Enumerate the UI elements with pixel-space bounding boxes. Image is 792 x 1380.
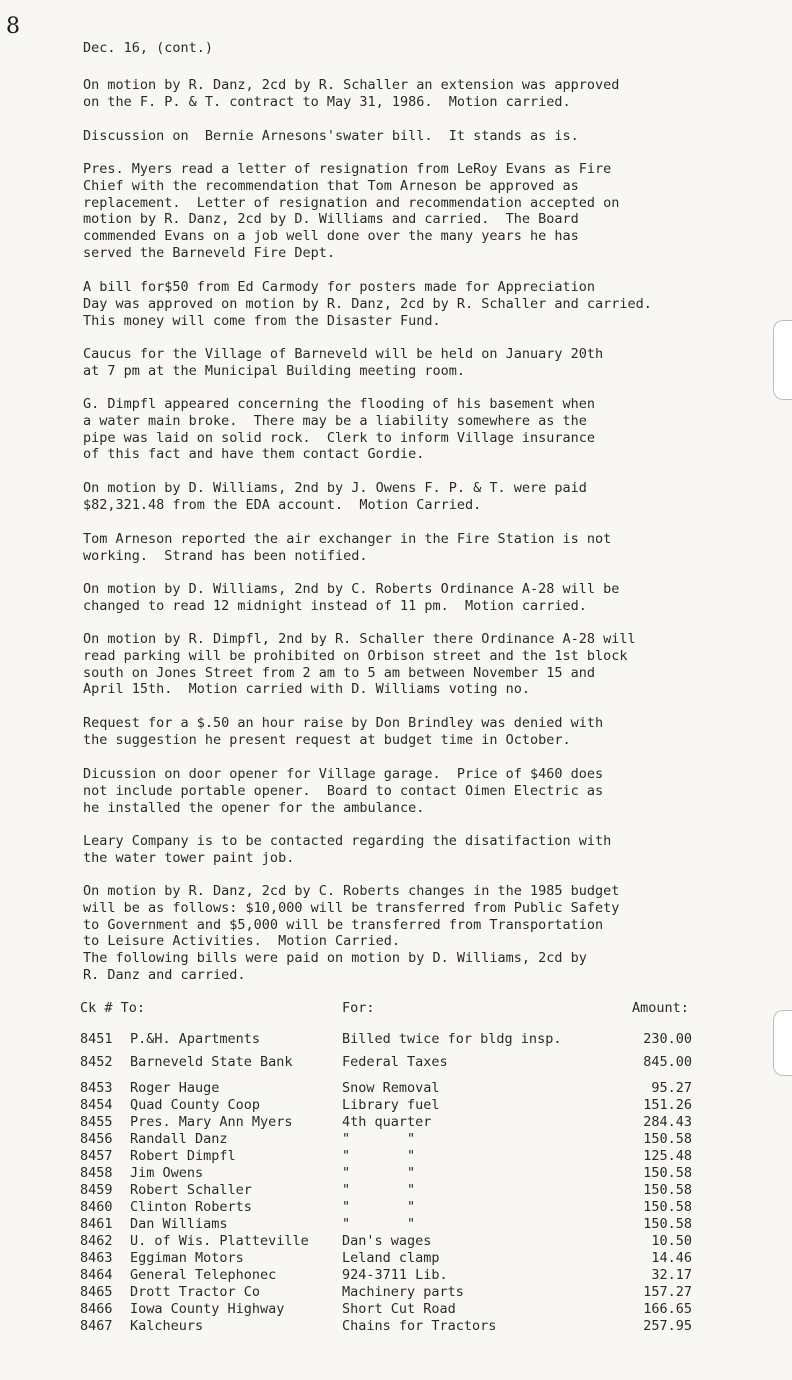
bill-purpose: Chains for Tractors <box>342 1318 497 1334</box>
bill-purpose: Snow Removal <box>342 1080 440 1096</box>
bill-purpose: " " <box>342 1182 416 1198</box>
payee: Quad County Coop <box>130 1097 261 1113</box>
table-row <box>80 1250 780 1267</box>
payee: Pres. Mary Ann Myers <box>130 1114 293 1130</box>
check-number: 8467 <box>80 1318 113 1334</box>
table-row <box>80 1301 780 1318</box>
bill-purpose: " " <box>342 1216 416 1232</box>
table-row <box>80 1318 780 1335</box>
payee: Robert Schaller <box>130 1182 252 1198</box>
bill-purpose: " " <box>342 1148 416 1164</box>
payee: Eggiman Motors <box>130 1250 244 1266</box>
bill-purpose: " " <box>342 1131 416 1147</box>
payee: Randall Danz <box>130 1131 228 1147</box>
bill-purpose: Dan's wages <box>342 1233 432 1249</box>
check-number: 8460 <box>80 1199 113 1215</box>
paragraph-ordinance-parking: On motion by R. Dimpfl, 2nd by R. Schaller there Ordinance A-28 will read parking will be prohibited on Orbison street and the 1st block south on Jones Street from 2 am to 5 am between November 15 and April 15th. Motion carried with D. Williams voting no. <box>83 631 636 698</box>
table-row <box>80 1182 780 1199</box>
bill-amount: 166.65 <box>643 1301 692 1317</box>
column-header-for: For: <box>342 1000 375 1016</box>
bill-purpose: Machinery parts <box>342 1284 464 1300</box>
table-row <box>80 1267 780 1284</box>
bill-amount: 150.58 <box>643 1165 692 1181</box>
payee: Kalcheurs <box>130 1318 204 1334</box>
check-number: 8465 <box>80 1284 113 1300</box>
payee: Clinton Roberts <box>130 1199 252 1215</box>
check-number: 8466 <box>80 1301 113 1317</box>
bill-amount: 150.58 <box>643 1182 692 1198</box>
bill-amount: 257.95 <box>643 1318 692 1334</box>
paragraph-posters-bill: A bill for$50 from Ed Carmody for posters made for Appreciation Day was approved on motion by R. Danz, 2cd by R. Schaller and carried. This money will come from the Disaster Fund. <box>83 279 652 329</box>
bill-purpose: 924-3711 Lib. <box>342 1267 448 1283</box>
paragraph-extension: On motion by R. Danz, 2cd by R. Schaller an extension was approved on the F. P. & T. contract to May 31, 1986. Motion carried. <box>83 77 620 110</box>
paragraph-water-bill: Discussion on Bernie Arnesons'swater bill. It stands as is. <box>83 128 579 144</box>
check-number: 8455 <box>80 1114 113 1130</box>
bill-amount: 157.27 <box>643 1284 692 1300</box>
table-row <box>80 1114 780 1131</box>
payee: Iowa County Highway <box>130 1301 285 1317</box>
bill-amount: 10.50 <box>651 1233 692 1249</box>
paragraph-water-tower: Leary Company is to be contacted regarding the disatifaction with the water tower paint job. <box>83 833 612 866</box>
check-number: 8463 <box>80 1250 113 1266</box>
check-number: 8451 <box>80 1031 113 1047</box>
bill-amount: 230.00 <box>643 1031 692 1047</box>
payee: Roger Hauge <box>130 1080 220 1096</box>
table-row <box>80 1131 780 1148</box>
bill-purpose: Federal Taxes <box>342 1054 448 1070</box>
paragraph-door-opener: Dicussion on door opener for Village garage. Price of $460 does not include portable opener. Board to contact Oimen Electric as he installed the opener for the ambulance. <box>83 766 604 816</box>
bill-purpose: 4th quarter <box>342 1114 432 1130</box>
table-row <box>80 1165 780 1182</box>
bill-amount: 284.43 <box>643 1114 692 1130</box>
payee: Jim Owens <box>130 1165 204 1181</box>
payee: General Telephonec <box>130 1267 277 1283</box>
table-row <box>80 1097 780 1114</box>
payee: Barneveld State Bank <box>130 1054 293 1070</box>
bill-purpose: Library fuel <box>342 1097 440 1113</box>
bill-purpose: Leland clamp <box>342 1250 440 1266</box>
bill-purpose: " " <box>342 1165 416 1181</box>
binder-clip-mark <box>773 1010 792 1076</box>
check-number: 8454 <box>80 1097 113 1113</box>
check-number: 8457 <box>80 1148 113 1164</box>
check-number: 8453 <box>80 1080 113 1096</box>
bill-amount: 151.26 <box>643 1097 692 1113</box>
check-number: 8461 <box>80 1216 113 1232</box>
page-header: Dec. 16, (cont.) <box>83 40 214 56</box>
payee: Robert Dimpfl <box>130 1148 236 1164</box>
bill-amount: 150.58 <box>643 1199 692 1215</box>
check-number: 8458 <box>80 1165 113 1181</box>
table-row <box>80 1080 780 1097</box>
bill-amount: 150.58 <box>643 1131 692 1147</box>
bill-purpose: Billed twice for bldg insp. <box>342 1031 562 1047</box>
check-number: 8452 <box>80 1054 113 1070</box>
paragraph-raise-request: Request for a $.50 an hour raise by Don Brindley was denied with the suggestion he present request at budget time in October. <box>83 715 604 748</box>
check-number: 8464 <box>80 1267 113 1283</box>
payee: P.&H. Apartments <box>130 1031 261 1047</box>
paragraph-budget-changes: On motion by R. Danz, 2cd by C. Roberts changes in the 1985 budget will be as follows: $10,000 will be transferred from Public Safety to Government and $5,000 will be transferred from Transportation to Leisure Activities. Motion Carried. The following bills were paid on motion by D. Williams, 2cd by R. Danz and carried. <box>83 883 620 983</box>
check-number: 8459 <box>80 1182 113 1198</box>
payee: U. of Wis. Platteville <box>130 1233 309 1249</box>
table-row <box>80 1233 780 1250</box>
bill-amount: 845.00 <box>643 1054 692 1070</box>
bill-amount: 32.17 <box>651 1267 692 1283</box>
bill-amount: 125.48 <box>643 1148 692 1164</box>
table-row <box>80 1031 780 1048</box>
bill-amount: 150.58 <box>643 1216 692 1232</box>
table-row <box>80 1148 780 1165</box>
check-number: 8462 <box>80 1233 113 1249</box>
payee: Drott Tractor Co <box>130 1284 261 1300</box>
bill-amount: 14.46 <box>651 1250 692 1266</box>
bill-amount: 95.27 <box>651 1080 692 1096</box>
paragraph-fpt-payment: On motion by D. Williams, 2nd by J. Owens F. P. & T. were paid $82,321.48 from the EDA account. Motion Carried. <box>83 480 587 513</box>
paragraph-flooding: G. Dimpfl appeared concerning the flooding of his basement when a water main broke. There may be a liability somewhere as the pipe was laid on solid rock. Clerk to inform Village insurance of this fact and have them contact Gordie. <box>83 396 596 463</box>
paragraph-ordinance-time: On motion by D. Williams, 2nd by C. Roberts Ordinance A-28 will be changed to read 12 midnight instead of 11 pm. Motion carried. <box>83 581 620 614</box>
column-header-amount: Amount: <box>632 1000 689 1016</box>
page-number: 8 <box>6 14 20 39</box>
column-header-ck-to: Ck # To: <box>80 1000 146 1016</box>
paragraph-air-exchanger: Tom Arneson reported the air exchanger in the Fire Station is not working. Strand has been notified. <box>83 531 612 564</box>
binder-clip-mark <box>773 320 792 400</box>
table-row <box>80 1199 780 1216</box>
bill-purpose: " " <box>342 1199 416 1215</box>
check-number: 8456 <box>80 1131 113 1147</box>
payee: Dan Williams <box>130 1216 228 1232</box>
table-row <box>80 1216 780 1233</box>
table-row <box>80 1284 780 1301</box>
paragraph-resignation: Pres. Myers read a letter of resignation from LeRoy Evans as Fire Chief with the recommendation that Tom Arneson be approved as replacement. Letter of resignation and recommendation accepted on motion by R. Danz, 2cd by D. Williams and carried. The Board commended Evans on a job well done over the many years he has served the Barneveld Fire Dept. <box>83 161 620 261</box>
bill-purpose: Short Cut Road <box>342 1301 456 1317</box>
table-row <box>80 1054 780 1071</box>
paragraph-caucus: Caucus for the Village of Barneveld will be held on January 20th at 7 pm at the Municipal Building meeting room. <box>83 346 604 379</box>
